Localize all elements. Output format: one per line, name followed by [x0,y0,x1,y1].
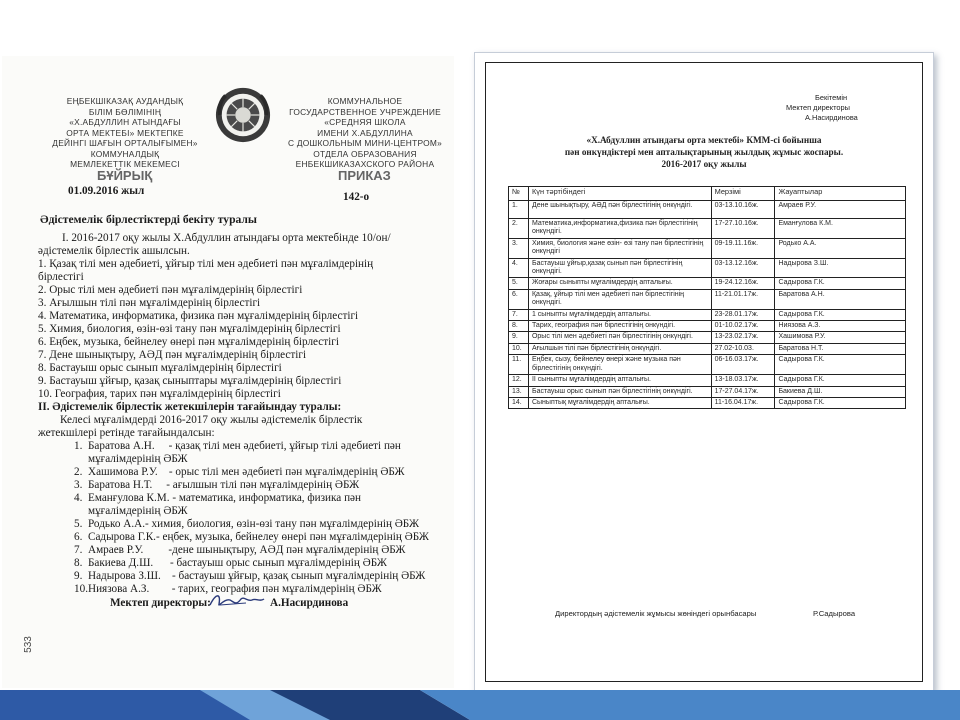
header-left-line: МЕМЛЕКЕТТІК МЕКЕМЕСІ [70,159,180,169]
body-line: 5. Химия, биология, өзін-өзі тану пән мұғалімдерінің бірлестігі [38,323,341,335]
header-left-line: БІЛІМ БӨЛІМІНІҢ [88,106,162,117]
cell-responsible: Садырова Г.К. [775,278,906,289]
leader-line: 8. Бакиева Д.Ш. - бастауыш орыс сынып мұғалімдерінің ӘБЖ [74,557,387,569]
approve-line: Мектеп директоры [786,103,850,112]
cell-deadline: 11-21.01.17ж. [711,289,775,309]
cell-deadline: 03-13.12.16ж. [711,258,775,278]
header-right-line: С ДОШКОЛЬНЫМ МИНИ-ЦЕНТРОМ» [287,138,443,148]
cell-deadline: 13-23.02.17ж. [711,332,775,343]
leader-line: 5. Родько А.А.- химия, биология, өзін-өзі тану пән мұғалімдерінің ӘБЖ [74,518,419,530]
table-row [509,375,906,386]
cell-responsible: Надырова З.Ш. [775,258,906,278]
director-name: А.Насирдинова [270,597,349,609]
body-line: 10. География, тарих пән мұғалімдерінің бірлестігі [38,388,281,400]
table-row [509,343,906,354]
cell-deadline: 13-18.03.17ж. [711,375,775,386]
leader-line: 2. Хашимова Р.У. - орыс тілі мен әдебиеті пән мұғалімдерінің ӘБЖ [74,466,405,478]
cell-agenda: Бастауыш ұйғыр,қазақ сынып пән бірлестігінің онкүндігі. [528,258,711,278]
leader-line: 4. Еманғулова К.М. - математика, информатика, физика пән [74,492,362,504]
cell-agenda: Тарих, география пән бірлестігінің онкүндігі. [528,321,711,332]
cell-number: 8. [509,321,529,332]
body-line: 1. Қазақ тілі мен әдебиеті, ұйғыр тілі мен әдебиеті пән мұғалімдерінің [38,258,374,270]
cell-agenda: II сыныпты мұғалімдердің апталығы. [528,375,711,386]
plan-document [474,52,934,692]
cell-number: 6. [509,289,529,309]
approve-line: Бекітемін [815,93,848,102]
cell-number: 2. [509,219,529,239]
leader-line: 3. Баратова Н.Т. - ағылшын тілі пән мұғалімдерінің ӘБЖ [74,479,360,491]
cell-deadline: 06-16.03.17ж. [711,355,775,375]
cell-number: 5. [509,278,529,289]
footer-position: Директордың әдістемелік жұмысы жөніндегі орынбасары [555,609,757,618]
cell-agenda: 1 сыныпты мұғалімдердің апталығы. [528,309,711,320]
cell-responsible: Ниязова А.З. [775,321,906,332]
table-row [509,321,906,332]
cell-agenda: Орыс тілі мен әдебиеті пән бірлестігінің онкүндігі. [528,332,711,343]
table-row [509,289,906,309]
body-line: Келесі мұғалімдерді 2016-2017 оқу жылы әдістемелік бірлестік [60,414,363,426]
table-header-row [509,187,906,201]
order-document [2,56,454,688]
leader-line: 10.Ниязова А.З. - тарих, география пән мұғалімдерінің ӘБЖ [74,583,382,595]
header-right-line: «СРЕДНЯЯ ШКОЛА [324,117,406,127]
header-left-line: ДЕЙІНГІ ШАҒЫН ОРТАЛЫҒЫМЕН» [52,138,198,148]
order-number: 142-о [343,191,370,203]
table-row [509,355,906,375]
director-label: Мектеп директоры: [110,597,211,609]
body-line: жетекшілері ретінде тағайындалсын: [38,427,215,439]
cell-responsible: Садырова Г.К. [775,375,906,386]
header-right-line: ГОСУДАРСТВЕННОЕ УЧРЕЖДЕНИЕ [289,106,441,117]
cell-responsible: Садырова Г.К. [775,355,906,375]
cell-deadline: 19-24.12.16ж. [711,278,775,289]
cell-deadline: 11-16.04.17ж. [711,397,775,408]
cell-responsible: Хашимова Р.У. [775,332,906,343]
body-line: 9. Бастауыш ұйғыр, қазақ сыныптары мұғалімдерінің бірлестігі [38,375,342,387]
header-right-line: КОММУНАЛЬНОЕ [327,96,403,106]
cell-number: 7. [509,309,529,320]
cell-agenda: Жоғары сыныпты мұғалімдердің апталығы. [528,278,711,289]
cell-responsible: Садырова Г.К. [775,309,906,320]
cell-agenda: Химия, биология және өзін- өзі тану пән бірлестігінің онкүндігі [528,238,711,258]
leader-line: 7. Амраев Р.У. -дене шынықтыру, АӘД пән мұғалімдерінің ӘБЖ [74,544,406,556]
cell-agenda: Ағылшын тілі пән бірлестігінің онкүндігі. [528,343,711,354]
cell-number: 10. [509,343,529,354]
header-right-block [284,96,446,170]
col-header-agenda: Күн тәртібіндегі [528,187,711,201]
cell-number: 14. [509,397,529,408]
body-line: I. 2016-2017 оқу жылы Х.Абдуллин атындағы орта мектебінде 10/он/ [62,232,391,244]
header-right-line: ЕНБЕКШИКАЗАХСКОГО РАЙОНА [295,159,435,169]
cell-responsible: Баратова А.Н. [775,289,906,309]
header-right-line: ИМЕНИ Х.АБДУЛЛИНА [317,127,413,138]
page-number: 533 [22,636,34,653]
table-row [509,386,906,397]
header-right-line: ОТДЕЛА ОБРАЗОВАНИЯ [313,148,417,159]
body-line: 4. Математика, информатика, физика пән мұғалімдерінің бірлестігі [38,310,359,322]
order-subject: Әдістемелік бірлестіктерді бекіту туралы [40,213,257,226]
cell-responsible: Баратова Н.Т. [775,343,906,354]
body-line: 3. Ағылшын тілі пән мұғалімдерінің бірлестігі [38,297,261,309]
cell-number: 3. [509,238,529,258]
signature-image [206,590,266,612]
leader-line: мұғалімдерінің ӘБЖ [74,505,188,517]
plan-title-line: «Х.Абдуллин атындағы орта мектебі» КММ-сі бойынша [586,135,822,145]
order-date: 01.09.2016 жыл [68,185,145,197]
table-row [509,397,906,408]
cell-agenda: Еңбек, сызу, бейнелеу өнері және музыка пән бірлестігінің онкүндігі. [528,355,711,375]
plan-title-line: 2016-2017 оқу жылы [661,159,747,169]
cell-responsible: Садырова Г.К. [775,397,906,408]
header-left-block [50,96,200,170]
leader-line: 6. Садырова Г.К.- еңбек, музыка, бейнелеу өнері пән мұғалімдерінің ӘБЖ [74,531,429,543]
state-emblem-icon [214,86,272,144]
cell-deadline: 27.02-10.03. [711,343,775,354]
cell-deadline: 17-27.10.16ж. [711,219,775,239]
cell-agenda: Математика,информатика,физика пән бірлестігінің онкүндігі. [528,219,711,239]
plan-table-body [509,201,906,409]
cell-deadline: 01-10.02.17ж. [711,321,775,332]
col-header-number: № [509,187,529,201]
bottom-decor-ribbon [0,690,960,720]
leader-line: мұғалімдерінің ӘБЖ [74,453,188,465]
col-header-responsible: Жауаптылар [775,187,906,201]
cell-deadline: 03-13.10.16ж. [711,201,775,219]
cell-deadline: 23-28.01.17ж. [711,309,775,320]
plan-table [508,186,906,409]
cell-number: 13. [509,386,529,397]
body-line: 6. Еңбек, музыка, бейнелеу өнері пән мұғалімдерінің бірлестігі [38,336,339,348]
cell-responsible: Родько А.А. [775,238,906,258]
cell-agenda: Сыныптық мұғалімдердің апталығы. [528,397,711,408]
body-line: әдістемелік бірлестік ашылсын. [38,245,190,257]
section-2-title: II. Әдістемелік бірлестік жетекшілерін тағайындау туралы: [38,401,342,413]
body-line: 2. Орыс тілі мен әдебиеті пән мұғалімдерінің бірлестігі [38,284,303,296]
cell-number: 1. [509,201,529,219]
leader-line: 1. Баратова А.Н. - қазақ тілі мен әдебиеті, ұйғыр тілі әдебиеті пән [74,440,401,452]
cell-number: 4. [509,258,529,278]
col-header-deadline: Мерзімі [711,187,775,201]
cell-number: 11. [509,355,529,375]
order-title-ru: ПРИКАЗ [338,168,391,183]
table-row [509,309,906,320]
cell-agenda: Бастауыш орыс сынып пән бірлестігінің онкүндігі. [528,386,711,397]
table-row [509,238,906,258]
header-left-line: КОММУНАЛДЫҚ [90,148,160,159]
cell-deadline: 17-27.04.17ж. [711,386,775,397]
table-row [509,278,906,289]
table-row [509,332,906,343]
body-line: 8. Бастауыш орыс сынып мұғалімдерінің бірлестігі [38,362,282,374]
body-line: 7. Дене шынықтыру, АӘД пән мұғалімдерінің бірлестігі [38,349,307,361]
cell-responsible: Амраев Р.У. [775,201,906,219]
leader-line: 9. Надырова З.Ш. - бастауыш ұйғыр, қазақ сынып мұғалімдерінің ӘБЖ [74,570,426,582]
cell-number: 12. [509,375,529,386]
footer-name: Р.Садырова [813,609,856,618]
cell-responsible: Еманғулова К.М. [775,219,906,239]
table-row [509,201,906,219]
plan-title-line: пән онкүндіктері мен апталықтарының жылдық жұмыс жоспары. [564,147,844,157]
table-row [509,219,906,239]
body-line: бірлестігі [38,271,84,283]
table-row [509,258,906,278]
header-left-line: ОРТА МЕКТЕБІ» МЕКТЕПКЕ [66,127,184,138]
order-title-kz: БҰЙРЫҚ [97,168,153,183]
cell-agenda: Қазақ, ұйғыр тілі мен әдебиеті пән бірлестігінің онкүндігі. [528,289,711,309]
approve-line: А.Насирдинова [805,113,858,122]
cell-deadline: 09-19.11.16ж. [711,238,775,258]
cell-agenda: Дене шынықтыру, АӘД пән бірлестігінің онкүндігі. [528,201,711,219]
cell-responsible: Бакиева Д.Ш. [775,386,906,397]
cell-number: 9. [509,332,529,343]
header-left-line: ЕҢБЕКШІКАЗАҚ АУДАНДЫҚ [66,96,184,106]
header-left-line: «Х.АБДУЛЛИН АТЫНДАҒЫ [69,117,181,127]
